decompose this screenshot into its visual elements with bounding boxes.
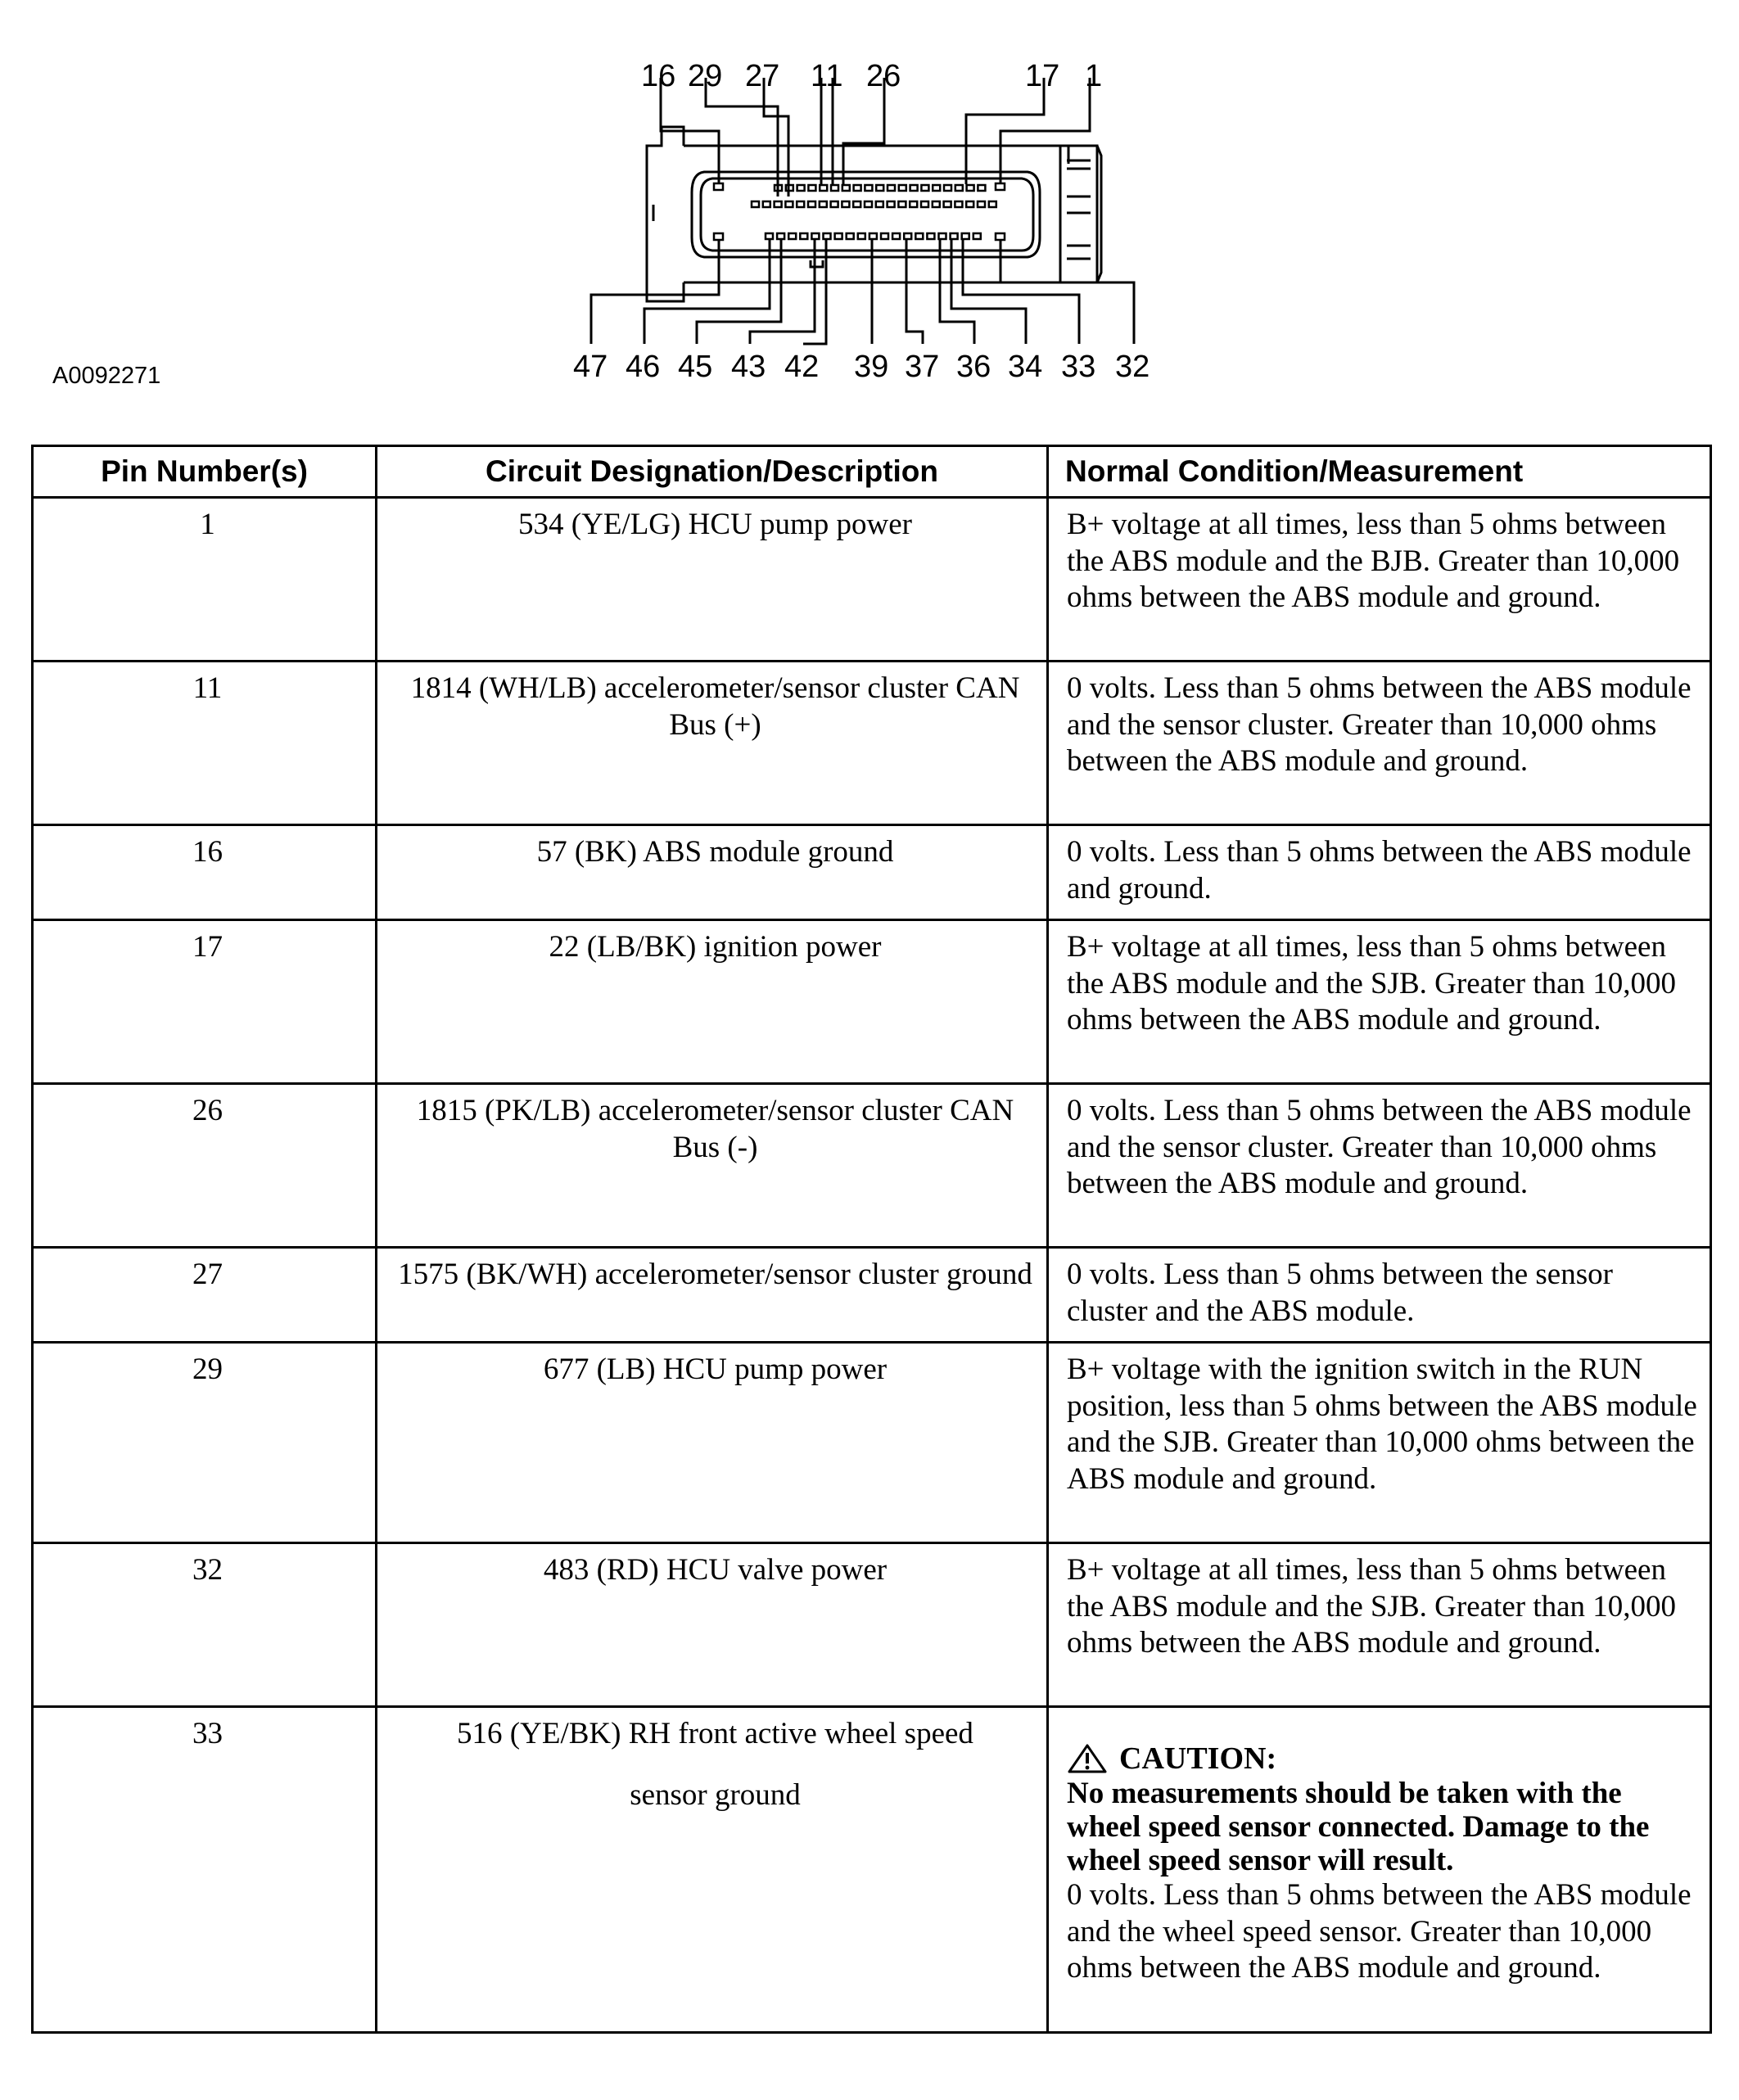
pin-number: 32 bbox=[33, 1543, 377, 1707]
pin-cavity bbox=[951, 233, 958, 239]
pin-cavity bbox=[966, 201, 973, 207]
pin-cavity bbox=[763, 201, 770, 207]
pin-table bbox=[31, 445, 1712, 2034]
circuit-description: 483 (RD) HCU valve power bbox=[377, 1543, 1048, 1707]
pin-cavity bbox=[820, 185, 827, 191]
pin-cavity bbox=[904, 233, 911, 239]
pin-cavity bbox=[775, 201, 782, 207]
pin-number: 33 bbox=[33, 1707, 377, 2033]
circuit-description: 57 (BK) ABS module ground bbox=[377, 825, 1048, 920]
table-row bbox=[33, 1543, 1711, 1707]
pin-label-top: 27 bbox=[745, 59, 780, 93]
pin-cavity bbox=[865, 185, 872, 191]
warning-triangle-icon bbox=[1067, 1743, 1108, 1774]
pin-cavity bbox=[853, 201, 860, 207]
header-pin-numbers: Pin Number(s) bbox=[33, 446, 377, 498]
pin-cavity bbox=[876, 201, 883, 207]
pin-cavity bbox=[881, 233, 888, 239]
table-row bbox=[33, 662, 1711, 825]
pin-label-bottom: 37 bbox=[905, 350, 940, 384]
pin-cavity bbox=[854, 185, 861, 191]
circuit-description: 1815 (PK/LB) accelerometer/sensor cluster CAN Bus (-) bbox=[377, 1084, 1048, 1248]
table-row bbox=[33, 920, 1711, 1084]
measurement: B+ voltage at all times, less than 5 ohms between the ABS module and the SJB. Greater than 10,000 ohms between the ABS module and ground. bbox=[1048, 920, 1711, 1084]
pin-cavity bbox=[797, 185, 805, 191]
connector-diagram bbox=[0, 0, 1739, 426]
pin-cavity bbox=[899, 185, 906, 191]
pin-label-top: 17 bbox=[1025, 59, 1060, 93]
pin-cavity bbox=[921, 201, 928, 207]
pin-cavity bbox=[800, 233, 807, 239]
circuit-description: 22 (LB/BK) ignition power bbox=[377, 920, 1048, 1084]
pin-number: 16 bbox=[33, 825, 377, 920]
pin-cavity bbox=[831, 185, 838, 191]
pin-cavity bbox=[989, 201, 996, 207]
pin-cavity bbox=[865, 201, 872, 207]
pin-cavity bbox=[842, 201, 849, 207]
pin-cavity bbox=[898, 201, 906, 207]
pin-cavity bbox=[910, 201, 917, 207]
measurement-text: 0 volts. Less than 5 ohms between the ABS module and the wheel speed sensor. Greater than 10,000 ohms between the ABS module and ground. bbox=[1067, 1878, 1692, 1985]
pin-label-bottom: 39 bbox=[854, 350, 889, 384]
measurement: 0 volts. Less than 5 ohms between the ABS module and the sensor cluster. Greater than 10,000 ohms between the ABS module and ground. bbox=[1048, 1084, 1711, 1248]
table-row bbox=[33, 1248, 1711, 1343]
pin-label-bottom: 36 bbox=[956, 350, 991, 384]
pin-number: 11 bbox=[33, 662, 377, 825]
pin-cavity bbox=[967, 185, 974, 191]
pin-cavity bbox=[910, 185, 918, 191]
circuit-description bbox=[377, 1707, 1048, 2033]
pin-cavity bbox=[870, 233, 877, 239]
pin-cavity bbox=[921, 185, 928, 191]
pin-label-top: 16 bbox=[641, 59, 676, 93]
measurement: 0 volts. Less than 5 ohms between the ABS module and the sensor cluster. Greater than 10,000 ohms between the ABS module and ground. bbox=[1048, 662, 1711, 825]
pin-label-bottom: 45 bbox=[678, 350, 713, 384]
table-row bbox=[33, 1084, 1711, 1248]
pin-cavity bbox=[752, 201, 759, 207]
pin-cavity bbox=[777, 233, 784, 239]
pin-cavity bbox=[973, 233, 981, 239]
pin-label-top: 1 bbox=[1085, 59, 1103, 93]
pin-cavity bbox=[939, 233, 946, 239]
measurement: B+ voltage with the ignition switch in the RUN position, less than 5 ohms between the ABS module and the SJB. Greater than 10,000 ohms between the ABS module and ground. bbox=[1048, 1343, 1711, 1543]
circuit-description-line: sensor ground bbox=[630, 1777, 801, 1812]
measurement bbox=[1048, 1707, 1711, 2033]
pin-cavity bbox=[892, 233, 900, 239]
pin-label-bottom: 47 bbox=[573, 350, 608, 384]
caution-text: No measurements should be taken with the wheel speed sensor connected. Damage to the wheel speed sensor will result. bbox=[1067, 1777, 1650, 1877]
pin-cavity bbox=[888, 201, 895, 207]
pin-cavity bbox=[824, 233, 831, 239]
pin-cavity bbox=[842, 185, 850, 191]
pin-label-bottom: 33 bbox=[1061, 350, 1096, 384]
caution-block bbox=[1067, 1741, 1698, 1987]
pin-cavity bbox=[858, 233, 865, 239]
circuit-description: 677 (LB) HCU pump power bbox=[377, 1343, 1048, 1543]
circuit-description: 1575 (BK/WH) accelerometer/sensor cluster ground bbox=[377, 1248, 1048, 1343]
pin-cavity bbox=[820, 201, 827, 207]
caution-heading bbox=[1067, 1741, 1698, 1777]
pin-label-bottom: 46 bbox=[626, 350, 661, 384]
circuit-description: 534 (YE/LG) HCU pump power bbox=[377, 498, 1048, 662]
pin-cavity bbox=[876, 185, 883, 191]
table-row bbox=[33, 825, 1711, 920]
table-row bbox=[33, 498, 1711, 662]
pin-cavity bbox=[927, 233, 934, 239]
measurement: B+ voltage at all times, less than 5 ohms between the ABS module and the BJB. Greater than 10,000 ohms between the ABS module and ground. bbox=[1048, 498, 1711, 662]
pin-cavity bbox=[785, 201, 793, 207]
header-circuit-description: Circuit Designation/Description bbox=[377, 446, 1048, 498]
pin-cavity bbox=[797, 201, 804, 207]
pin-cavity bbox=[847, 233, 854, 239]
pin-cavity bbox=[811, 233, 819, 239]
pin-cavity bbox=[933, 201, 940, 207]
figure-id: A0092271 bbox=[52, 363, 161, 389]
pin-label-top: 26 bbox=[866, 59, 901, 93]
pin-cavity bbox=[835, 233, 842, 239]
pin-cavity bbox=[915, 233, 923, 239]
pin-cavity bbox=[933, 185, 940, 191]
pin-cavity bbox=[955, 201, 962, 207]
pin-cavity bbox=[955, 185, 963, 191]
pin-number: 27 bbox=[33, 1248, 377, 1343]
table-header-row bbox=[33, 446, 1711, 498]
pin-label-bottom: 42 bbox=[784, 350, 820, 384]
pin-label-bottom: 34 bbox=[1008, 350, 1043, 384]
circuit-description: 1814 (WH/LB) accelerometer/sensor cluster CAN Bus (+) bbox=[377, 662, 1048, 825]
measurement: B+ voltage at all times, less than 5 ohms between the ABS module and the SJB. Greater than 10,000 ohms between the ABS module and ground. bbox=[1048, 1543, 1711, 1707]
pin-number: 29 bbox=[33, 1343, 377, 1543]
pin-cavity bbox=[808, 201, 815, 207]
pin-cavity bbox=[944, 201, 951, 207]
pin-number: 26 bbox=[33, 1084, 377, 1248]
pin-label-top: 29 bbox=[688, 59, 723, 93]
header-normal-condition: Normal Condition/Measurement bbox=[1048, 446, 1711, 498]
pin-cavity bbox=[978, 185, 985, 191]
connector-housing bbox=[684, 146, 1097, 282]
pin-number: 1 bbox=[33, 498, 377, 662]
pin-cavity bbox=[962, 233, 969, 239]
pin-label-bottom: 32 bbox=[1115, 350, 1150, 384]
pin-cavity bbox=[888, 185, 895, 191]
measurement: 0 volts. Less than 5 ohms between the ABS module and ground. bbox=[1048, 825, 1711, 920]
caution-title: CAUTION: bbox=[1119, 1741, 1277, 1776]
pin-label-top: 11 bbox=[811, 59, 843, 93]
pin-cavity bbox=[978, 201, 985, 207]
pin-cavity bbox=[808, 185, 815, 191]
pin-cavity bbox=[831, 201, 838, 207]
table-row bbox=[33, 1343, 1711, 1543]
table-row bbox=[33, 1707, 1711, 2033]
measurement: 0 volts. Less than 5 ohms between the sensor cluster and the ABS module. bbox=[1048, 1248, 1711, 1343]
circuit-description-line: 516 (YE/BK) RH front active wheel speed bbox=[457, 1717, 973, 1750]
pin-cavity bbox=[788, 233, 796, 239]
pin-label-bottom: 43 bbox=[731, 350, 766, 384]
pin-cavity bbox=[944, 185, 951, 191]
pin-cavity bbox=[766, 233, 773, 239]
pin-number: 17 bbox=[33, 920, 377, 1084]
